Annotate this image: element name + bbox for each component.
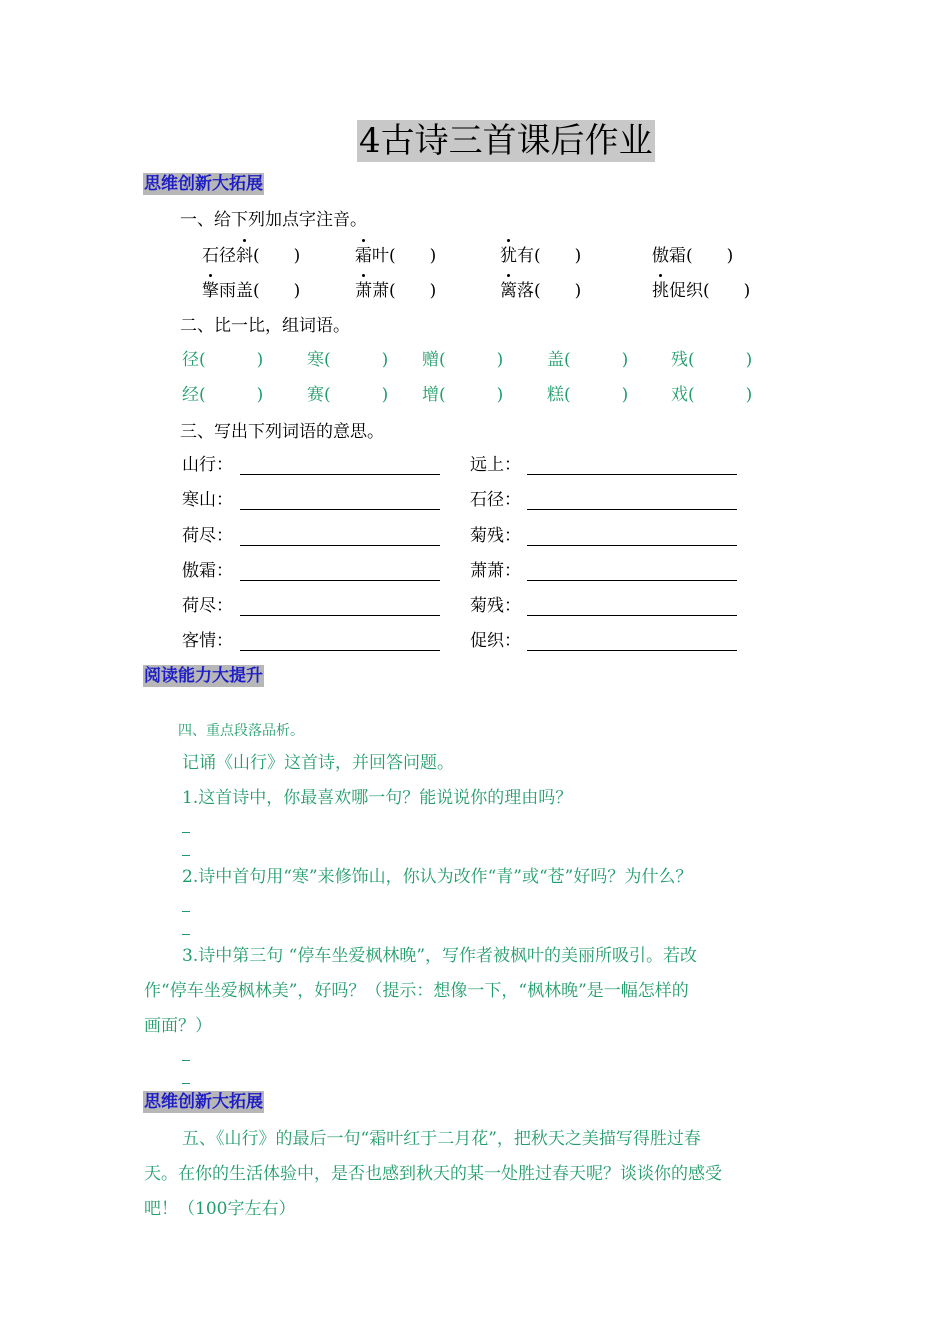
answer-line[interactable] bbox=[240, 474, 440, 475]
answer-line[interactable] bbox=[240, 650, 440, 651]
answer-line[interactable] bbox=[527, 650, 737, 651]
q4-question-2: 2.诗中首句用“寒”来修饰山，你认为改作“青”或“苍”好吗？为什么？ bbox=[182, 867, 693, 887]
q2-word-item: 赛( ) bbox=[307, 385, 389, 405]
answer-line[interactable] bbox=[240, 615, 440, 616]
q1-item: 霜叶( ) bbox=[355, 246, 437, 266]
answer-blank[interactable] bbox=[182, 1083, 190, 1084]
q3-term: 客情： bbox=[182, 631, 233, 651]
q2-word-item: 糕( ) bbox=[547, 385, 629, 405]
q2-heading: 二、比一比，组词语。 bbox=[180, 316, 350, 336]
answer-line[interactable] bbox=[240, 580, 440, 581]
answer-blank[interactable] bbox=[182, 855, 190, 856]
q1-item: 犹有( ) bbox=[500, 246, 582, 266]
q3-term: 傲霜： bbox=[182, 561, 233, 581]
section-banner-thinking: 思维创新大拓展 bbox=[144, 174, 263, 194]
answer-line[interactable] bbox=[527, 615, 737, 616]
answer-line[interactable] bbox=[240, 509, 440, 510]
answer-line[interactable] bbox=[527, 509, 737, 510]
page-title: 4古诗三首课后作业 bbox=[359, 121, 653, 161]
q4-question-1: 1.这首诗中，你最喜欢哪一句？能说说你的理由吗？ bbox=[182, 788, 573, 808]
q3-term: 石径： bbox=[470, 490, 521, 510]
q5-line: 天。在你的生活体验中，是否也感到秋天的某一处胜过春天呢？谈谈你的感受 bbox=[144, 1164, 722, 1184]
q3-term: 促织： bbox=[470, 631, 521, 651]
q2-word-item: 戏( ) bbox=[671, 385, 753, 405]
q2-word-item: 经( ) bbox=[182, 385, 264, 405]
q3-term: 寒山： bbox=[182, 490, 233, 510]
q2-word-item: 残( ) bbox=[671, 350, 753, 370]
answer-line[interactable] bbox=[240, 545, 440, 546]
section-banner-thinking-2: 思维创新大拓展 bbox=[144, 1092, 263, 1112]
q4-question-3-cont: 画面？） bbox=[144, 1016, 212, 1036]
q2-word-item: 赠( ) bbox=[422, 350, 504, 370]
q1-item: 傲霜( ) bbox=[652, 246, 734, 266]
q2-word-item: 增( ) bbox=[422, 385, 504, 405]
q4-heading: 四、重点段落品析。 bbox=[178, 723, 304, 739]
q5-line: 五、《山行》的最后一句“霜叶红于二月花”，把秋天之美描写得胜过春 bbox=[182, 1129, 701, 1149]
q1-item: 擎雨盖( ) bbox=[202, 281, 301, 301]
q4-question-3: 3.诗中第三句 “停车坐爱枫林晚”，写作者被枫叶的美丽所吸引。若改 bbox=[182, 946, 698, 966]
answer-line[interactable] bbox=[527, 474, 737, 475]
q4-question-3-cont: 作“停车坐爱枫林美”，好吗？（提示：想像一下，“枫林晚”是一幅怎样的 bbox=[144, 981, 689, 1001]
q1-item: 石径斜( ) bbox=[202, 246, 301, 266]
answer-line[interactable] bbox=[527, 580, 737, 581]
answer-line[interactable] bbox=[527, 545, 737, 546]
q1-item: 篱落( ) bbox=[500, 281, 582, 301]
q2-word-item: 径( ) bbox=[182, 350, 264, 370]
q3-term: 山行： bbox=[182, 455, 233, 475]
answer-blank[interactable] bbox=[182, 934, 190, 935]
q1-heading: 一、给下列加点字注音。 bbox=[180, 210, 367, 230]
q3-term: 远上： bbox=[470, 455, 521, 475]
section-banner-reading: 阅读能力大提升 bbox=[144, 666, 263, 686]
answer-blank[interactable] bbox=[182, 1060, 190, 1061]
q3-term: 菊残： bbox=[470, 526, 521, 546]
q5-line: 吧！（100字左右） bbox=[144, 1199, 296, 1219]
answer-blank[interactable] bbox=[182, 911, 190, 912]
q3-term: 荷尽： bbox=[182, 526, 233, 546]
q1-item: 萧萧( ) bbox=[355, 281, 437, 301]
q4-intro: 记诵《山行》这首诗，并回答问题。 bbox=[182, 753, 454, 773]
q3-term: 萧萧： bbox=[470, 561, 521, 581]
q3-term: 菊残： bbox=[470, 596, 521, 616]
answer-blank[interactable] bbox=[182, 832, 190, 833]
q2-word-item: 寒( ) bbox=[307, 350, 389, 370]
q3-term: 荷尽： bbox=[182, 596, 233, 616]
q1-item: 挑促织( ) bbox=[652, 281, 751, 301]
q2-word-item: 盖( ) bbox=[547, 350, 629, 370]
q3-heading: 三、写出下列词语的意思。 bbox=[180, 422, 384, 442]
